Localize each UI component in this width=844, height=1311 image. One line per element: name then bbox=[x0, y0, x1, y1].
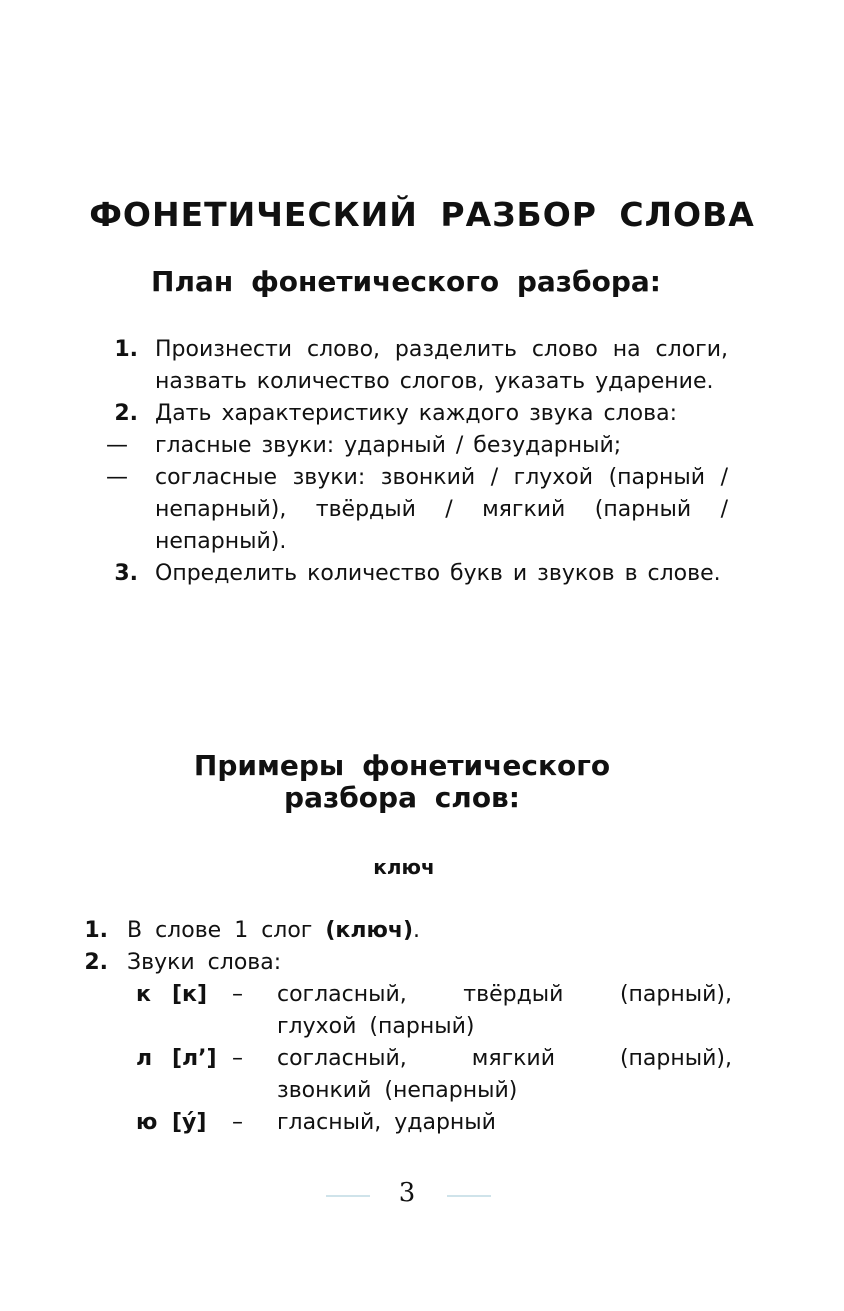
sound-description-line: звонкий (непарный) bbox=[277, 1078, 518, 1103]
sound-row bbox=[72, 979, 732, 1043]
plan-item bbox=[100, 462, 728, 558]
plan-item-marker: — bbox=[106, 465, 128, 490]
plan-item-marker: 2. bbox=[114, 401, 138, 426]
sound-description bbox=[277, 1107, 732, 1139]
sound-transcription: [у́] bbox=[172, 1110, 207, 1135]
plan-item-text: Дать характеристику каждого звука слова: bbox=[155, 401, 677, 426]
sound-list bbox=[72, 979, 732, 1139]
page-title: ФОНЕТИЧЕСКИЙ РАЗБОР СЛОВА bbox=[89, 195, 755, 234]
sound-letter: л bbox=[136, 1046, 153, 1071]
sound-letter: к bbox=[136, 982, 151, 1007]
examples-heading bbox=[0, 750, 804, 814]
plan-item-marker: 3. bbox=[114, 561, 138, 586]
example-word: ключ bbox=[373, 855, 435, 879]
examples-heading-line: разбора слов: bbox=[284, 781, 520, 814]
examples-heading-line: Примеры фонетического bbox=[193, 749, 611, 782]
plan-list bbox=[100, 334, 728, 590]
analysis-step bbox=[72, 947, 732, 979]
plan-heading: План фонетического разбора: bbox=[151, 265, 661, 298]
plan-item-marker: 1. bbox=[114, 337, 138, 362]
analysis-step-text: В слове 1 слог bbox=[127, 918, 326, 943]
sound-description-line: согласный, твёрдый (парный), bbox=[277, 982, 732, 1007]
page-number: 3 bbox=[398, 1178, 416, 1208]
plan-item bbox=[100, 430, 728, 462]
page-footer bbox=[0, 1178, 844, 1214]
plan-item bbox=[100, 398, 728, 430]
sound-row bbox=[72, 1107, 732, 1139]
analysis-step bbox=[72, 915, 732, 947]
sound-dash: – bbox=[232, 1046, 243, 1071]
plan-item-marker: — bbox=[106, 433, 128, 458]
plan-item-text: Произнести слово, разделить слово на слоги, назвать количество слогов, указать ударение. bbox=[155, 337, 728, 394]
footer-rule bbox=[447, 1195, 491, 1197]
plan-item bbox=[100, 558, 728, 590]
sound-description-line: гласный, ударный bbox=[277, 1110, 496, 1135]
plan-item-text: согласные звуки: звонкий / глухой (парный / непарный), твёрдый / мягкий (парный / непарный). bbox=[155, 465, 728, 554]
sound-letter: ю bbox=[136, 1110, 158, 1135]
sound-dash: – bbox=[232, 1110, 243, 1135]
analysis-step-bold: (ключ) bbox=[325, 918, 414, 943]
footer-rule bbox=[326, 1195, 370, 1197]
sound-description-line: согласный, мягкий (парный), bbox=[277, 1046, 732, 1071]
plan-item-text: гласные звуки: ударный / безударный; bbox=[155, 433, 622, 458]
analysis-step-number: 1. bbox=[84, 918, 108, 943]
sound-transcription: [л’] bbox=[172, 1046, 217, 1071]
sound-transcription: [к] bbox=[172, 982, 208, 1007]
analysis-step-end: . bbox=[413, 918, 421, 943]
plan-item bbox=[100, 334, 728, 398]
analysis-step-number: 2. bbox=[84, 950, 108, 975]
sound-dash: – bbox=[232, 982, 243, 1007]
sound-row bbox=[72, 1043, 732, 1107]
plan-item-text: Определить количество букв и звуков в слове. bbox=[155, 561, 721, 586]
sound-description-line: глухой (парный) bbox=[277, 1014, 475, 1039]
analysis-step-text: Звуки слова: bbox=[127, 950, 282, 975]
word-analysis bbox=[72, 915, 732, 1139]
sound-description bbox=[277, 1043, 732, 1107]
sound-description bbox=[277, 979, 732, 1043]
